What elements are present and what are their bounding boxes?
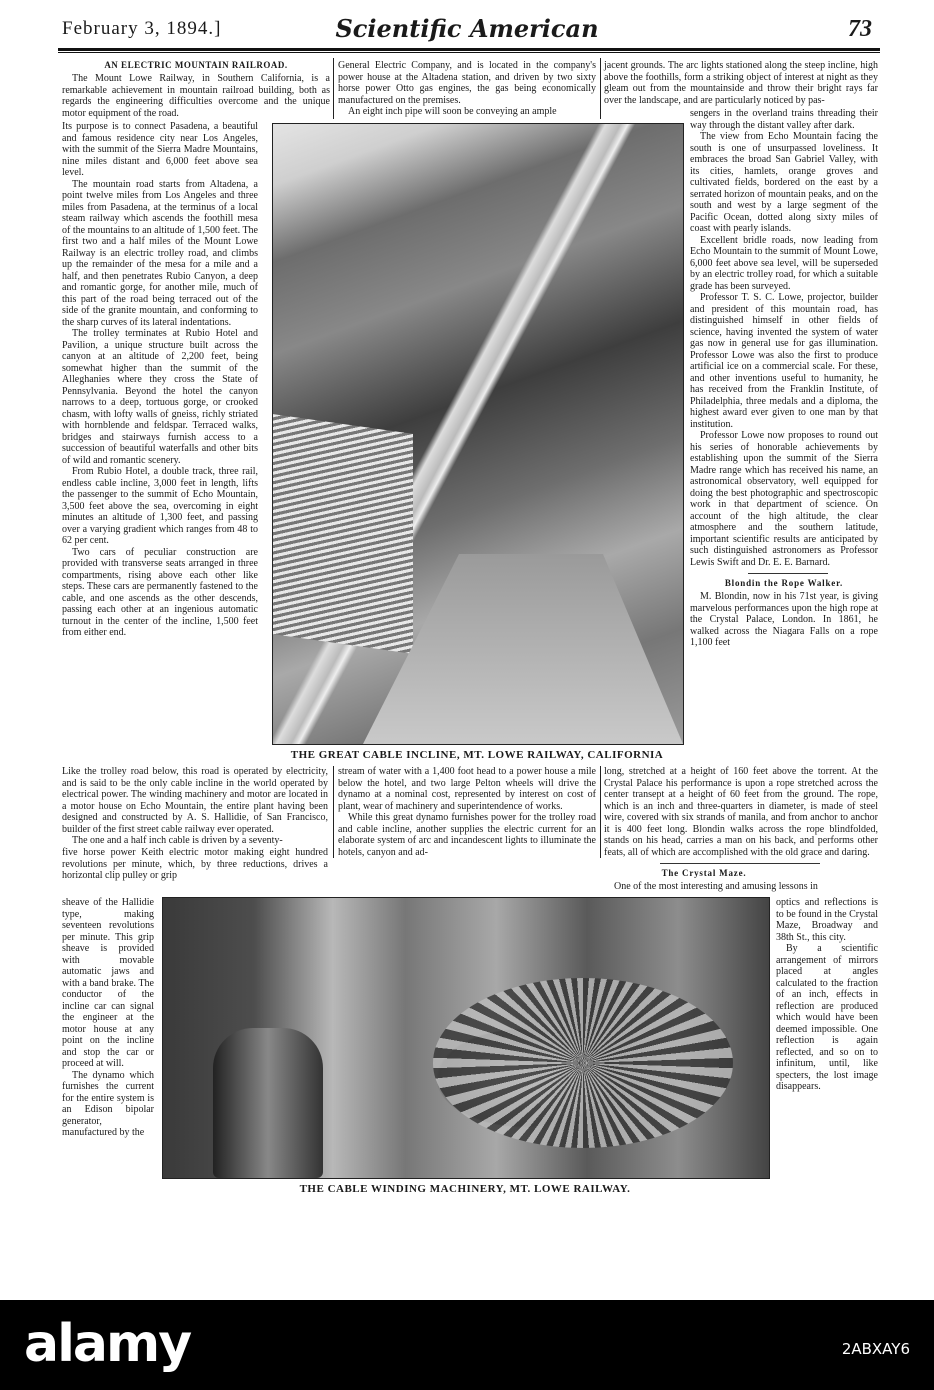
paragraph: Two cars of peculiar construction are provided with transverse seats arranged in three compartments, rising above each other like steps. These cars are permanently fastened to the cable, and one ascends as the other descends, passing each other at an ingenious automatic turnout in the center of the incline, 1,500 feet from either end. — [62, 546, 258, 638]
blondin-narrow — [690, 591, 878, 649]
paragraph: optics and reflections is to be found in the Crystal Maze, Broadway and 38th St., this city. — [776, 897, 878, 943]
article-column-narrow — [62, 121, 258, 639]
paragraph: The mountain road starts from Altadena, a point twelve miles from Los Angeles and three miles from Pasadena, at the terminus of a local steam railway which ascends the foothill mesa of the mountains to an altitude of 1,500 feet. The first two and a half miles of the Mount Lowe Railway is an electric trolley road, and climbs up the remainder of the mesa for a mile and a half, and then penetrates Rubio Canyon, a deep and romantic gorge, for another mile, much of this part of the road being terraced out of the side of the granite mountain, and conforming to the sharp curves of its lateral indentations. — [62, 178, 258, 328]
article-intro — [62, 73, 330, 119]
alamy-logo: alamy — [24, 1314, 191, 1374]
issue-date: February 3, 1894.] — [62, 18, 222, 39]
header-rule — [58, 48, 880, 53]
gear-wheel — [433, 978, 733, 1148]
maze-heading: The Crystal Maze. — [661, 868, 747, 878]
paragraph: From Rubio Hotel, a double track, three rail, endless cable incline, 3,000 feet in length, lifts the passenger to the summit of Echo Mountain, 3,500 feet above the sea, overcoming in eight minutes an altitude of 1,300 feet, and passing over a varying gradient which ranges from 48 to 62 per cent. — [62, 466, 258, 546]
paragraph: General Electric Company, and is located in the company's power house at the Altadena station, and driven by two sixty horse power Otto gas engines, the gas being economically manufactured on the premises. — [338, 60, 596, 106]
figure-caption-1: THE GREAT CABLE INCLINE, MT. LOWE RAILWAY, CALIFORNIA — [290, 749, 664, 761]
column3-top — [604, 60, 878, 106]
paragraph: five horse power Keith electric motor making eight hundred revolutions per minute, which, by three reductions, drives a horizontal clip pulley or grip — [62, 847, 328, 881]
paragraph: Professor T. S. C. Lowe, projector, builder and president of this mountain road, has distinguished himself in other fields of science, having invented the system of water gas now in general use for gas illumination. Professor Lowe was also the first to produce artificial ice on a commercial scale. For these, and other inventions useful to humanity, he has received from the Franklin Institute, of Philadelphia, three medals and a diploma, the highest award ever given to one man by that institution. — [690, 292, 878, 430]
article-column-wide — [62, 766, 328, 847]
paragraph: Excellent bridle roads, now leading from Echo Mountain to the summit of Mount Lowe, 6,000 feet above sea level, will be superseded by an electric trolley road, for which a suitable grade has been surveyed. — [690, 234, 878, 292]
column3-narrow — [690, 108, 878, 568]
column-rule — [333, 58, 334, 119]
paragraph: sheave of the Hallidie type, making seventeen revolutions per minute. This grip sheave is provided with movable automatic jaws and with a band brake. The conductor of the incline car can signal the engineer at the motor house at any point on the incline and stop the car or proceed at will. — [62, 897, 154, 1069]
paragraph: An eight inch pipe will soon be conveying an ample — [348, 106, 557, 117]
section-divider — [748, 573, 828, 574]
maze-wide — [604, 881, 878, 893]
paragraph: The dynamo which furnishes the current for the entire system is an Edison bipolar generator, manufactured by the — [62, 1069, 154, 1138]
section-divider — [660, 863, 820, 864]
blondin-heading: Blondin the Rope Walker. — [724, 578, 844, 588]
column2-mid — [338, 766, 596, 858]
paragraph: The Mount Lowe Railway, in Southern California, is a remarkable achievement in mountain railroad building, both as regards the engineering difficulties overcome and the unique motor equipment of the road. — [62, 73, 330, 119]
station-roof — [273, 414, 413, 654]
cable-incline-photo — [272, 123, 684, 745]
paragraph: By a scientific arrangement of mirrors placed at angles calculated to the fraction of an inch, effects in reflection are produced which would have been deemed impossible. One reflection is again reflected, and so on to infinitum, until, like specters, the lost image disappears. — [776, 943, 878, 1092]
paragraph: stream of water with a 1,400 foot head to a power house a mile below the hotel, and two large Pelton wheels will drive the dynamo at a nominal cost, represented by interest on cost of plant, wear of machinery and superintendence of works. — [338, 766, 596, 812]
article-headline: AN ELECTRIC MOUNTAIN RAILROAD. — [104, 60, 288, 70]
paragraph: While this great dynamo furnishes power for the trolley road and cable incline, another supplies the electric current for an elaborate system of arc and incandescent lights to illuminate the hotels, canyon and ad- — [338, 812, 596, 858]
paragraph: The one and a half inch cable is driven by a seventy- — [72, 835, 283, 846]
electric-motor — [213, 1028, 323, 1178]
column-rule — [333, 766, 334, 858]
paragraph: long, stretched at a height of 160 feet above the torrent. At the Crystal Palace his performance is upon a rope stretched across the center transept at a height of 60 feet from the ground. The rope, which is an inch and three-quarters in diameter, is made of steel wire, covered with six strands of manila, and from anchor to anchor it is 400 feet long. Blondin walks across the rope blindfolded, stands on his head, carries a man on his back, and performs other feats, all of which are accomplished with the old grace and daring. — [604, 766, 878, 858]
maze-narrow — [776, 897, 878, 1093]
paragraph: jacent grounds. The arc lights stationed along the steep incline, high above the foothills, form a striking object of interest at night as they gleam out from the mountainside and throw their bright rays far over the landscape, and are particularly noticed by pas- — [604, 60, 878, 106]
page-number: 73 — [848, 16, 872, 42]
article-column-mid — [62, 847, 328, 882]
column-rule — [600, 58, 601, 119]
winding-machinery-photo — [162, 897, 770, 1179]
paragraph: The trolley terminates at Rubio Hotel and Pavilion, a unique structure built across the canyon at an altitude of 2,200 feet, being somewhat higher than the summit of the Alleghanies where they cross the State of Pennsylvania. Beyond the hotel the canyon narrows to a deep, tortuous gorge, or crooked chasm, with lofty walls of gneiss, richly striated with hornblende and feldspar. Terraced walks, bridges and stairways furnish access to a succession of beautiful waterfalls and other bits of wild and romantic scenery. — [62, 328, 258, 466]
paragraph: sengers in the overland trains threading their way through the distant valley after dark. — [690, 108, 878, 131]
paragraph: M. Blondin, now in his 71st year, is giving marvelous performances upon the high rope at the Crystal Palace, London. In 1861, he walked across the Niagara Falls on a rope 1,100 feet — [690, 591, 878, 648]
article-column-bottom — [62, 897, 154, 1139]
paragraph: Professor Lowe now proposes to round out his series of honorable achievements by establishing upon the summit of the Sierra Madre range which has received his name, an astronomical observatory, well equipped for doing the best photographic and spectroscopic work in that department of science. On account of the high altitude, the clear atmosphere and the southern latitude, important scientific results are anticipated by such distinguished astronomers as Professor Lewis Swift and Dr. E. E. Barnard. — [690, 430, 878, 568]
stock-image-id: 2ABXAY6 — [841, 1340, 910, 1358]
masthead: Scientific American — [335, 14, 599, 43]
paragraph: Its purpose is to connect Pasadena, a beautiful and famous residence city near Los Angeles, with the summit of the Sierra Madre Mountains, nine miles distant and 6,000 feet above sea level. — [62, 121, 258, 178]
column-rule — [600, 766, 601, 858]
figure-caption-2: THE CABLE WINDING MACHINERY, MT. LOWE RAILWAY. — [299, 1183, 631, 1195]
column2-top — [338, 60, 596, 118]
paragraph: Like the trolley road below, this road is operated by electricity, and is said to be the only cable incline in the world operated by electrical power. The winding machinery and motor are located in a motor house on Echo Mountain, the entire plant having been designed and constructed by A. S. Hallidie, of San Francisco, builder of the first street cable railway ever operated. — [62, 766, 328, 835]
blondin-wide — [604, 766, 878, 858]
paragraph: The view from Echo Mountain facing the south is one of unsurpassed loveliness. It embraces the broad San Gabriel Valley, with its cities, hamlets, orange groves and cultivated fields, bordered on the east by a serrated horizon of mountain peaks, and on the south and west by a large segment of the Pacific Ocean, dotted along sixty miles of coast with pearly islands. — [690, 131, 878, 234]
paragraph: One of the most interesting and amusing lessons in — [614, 881, 818, 892]
